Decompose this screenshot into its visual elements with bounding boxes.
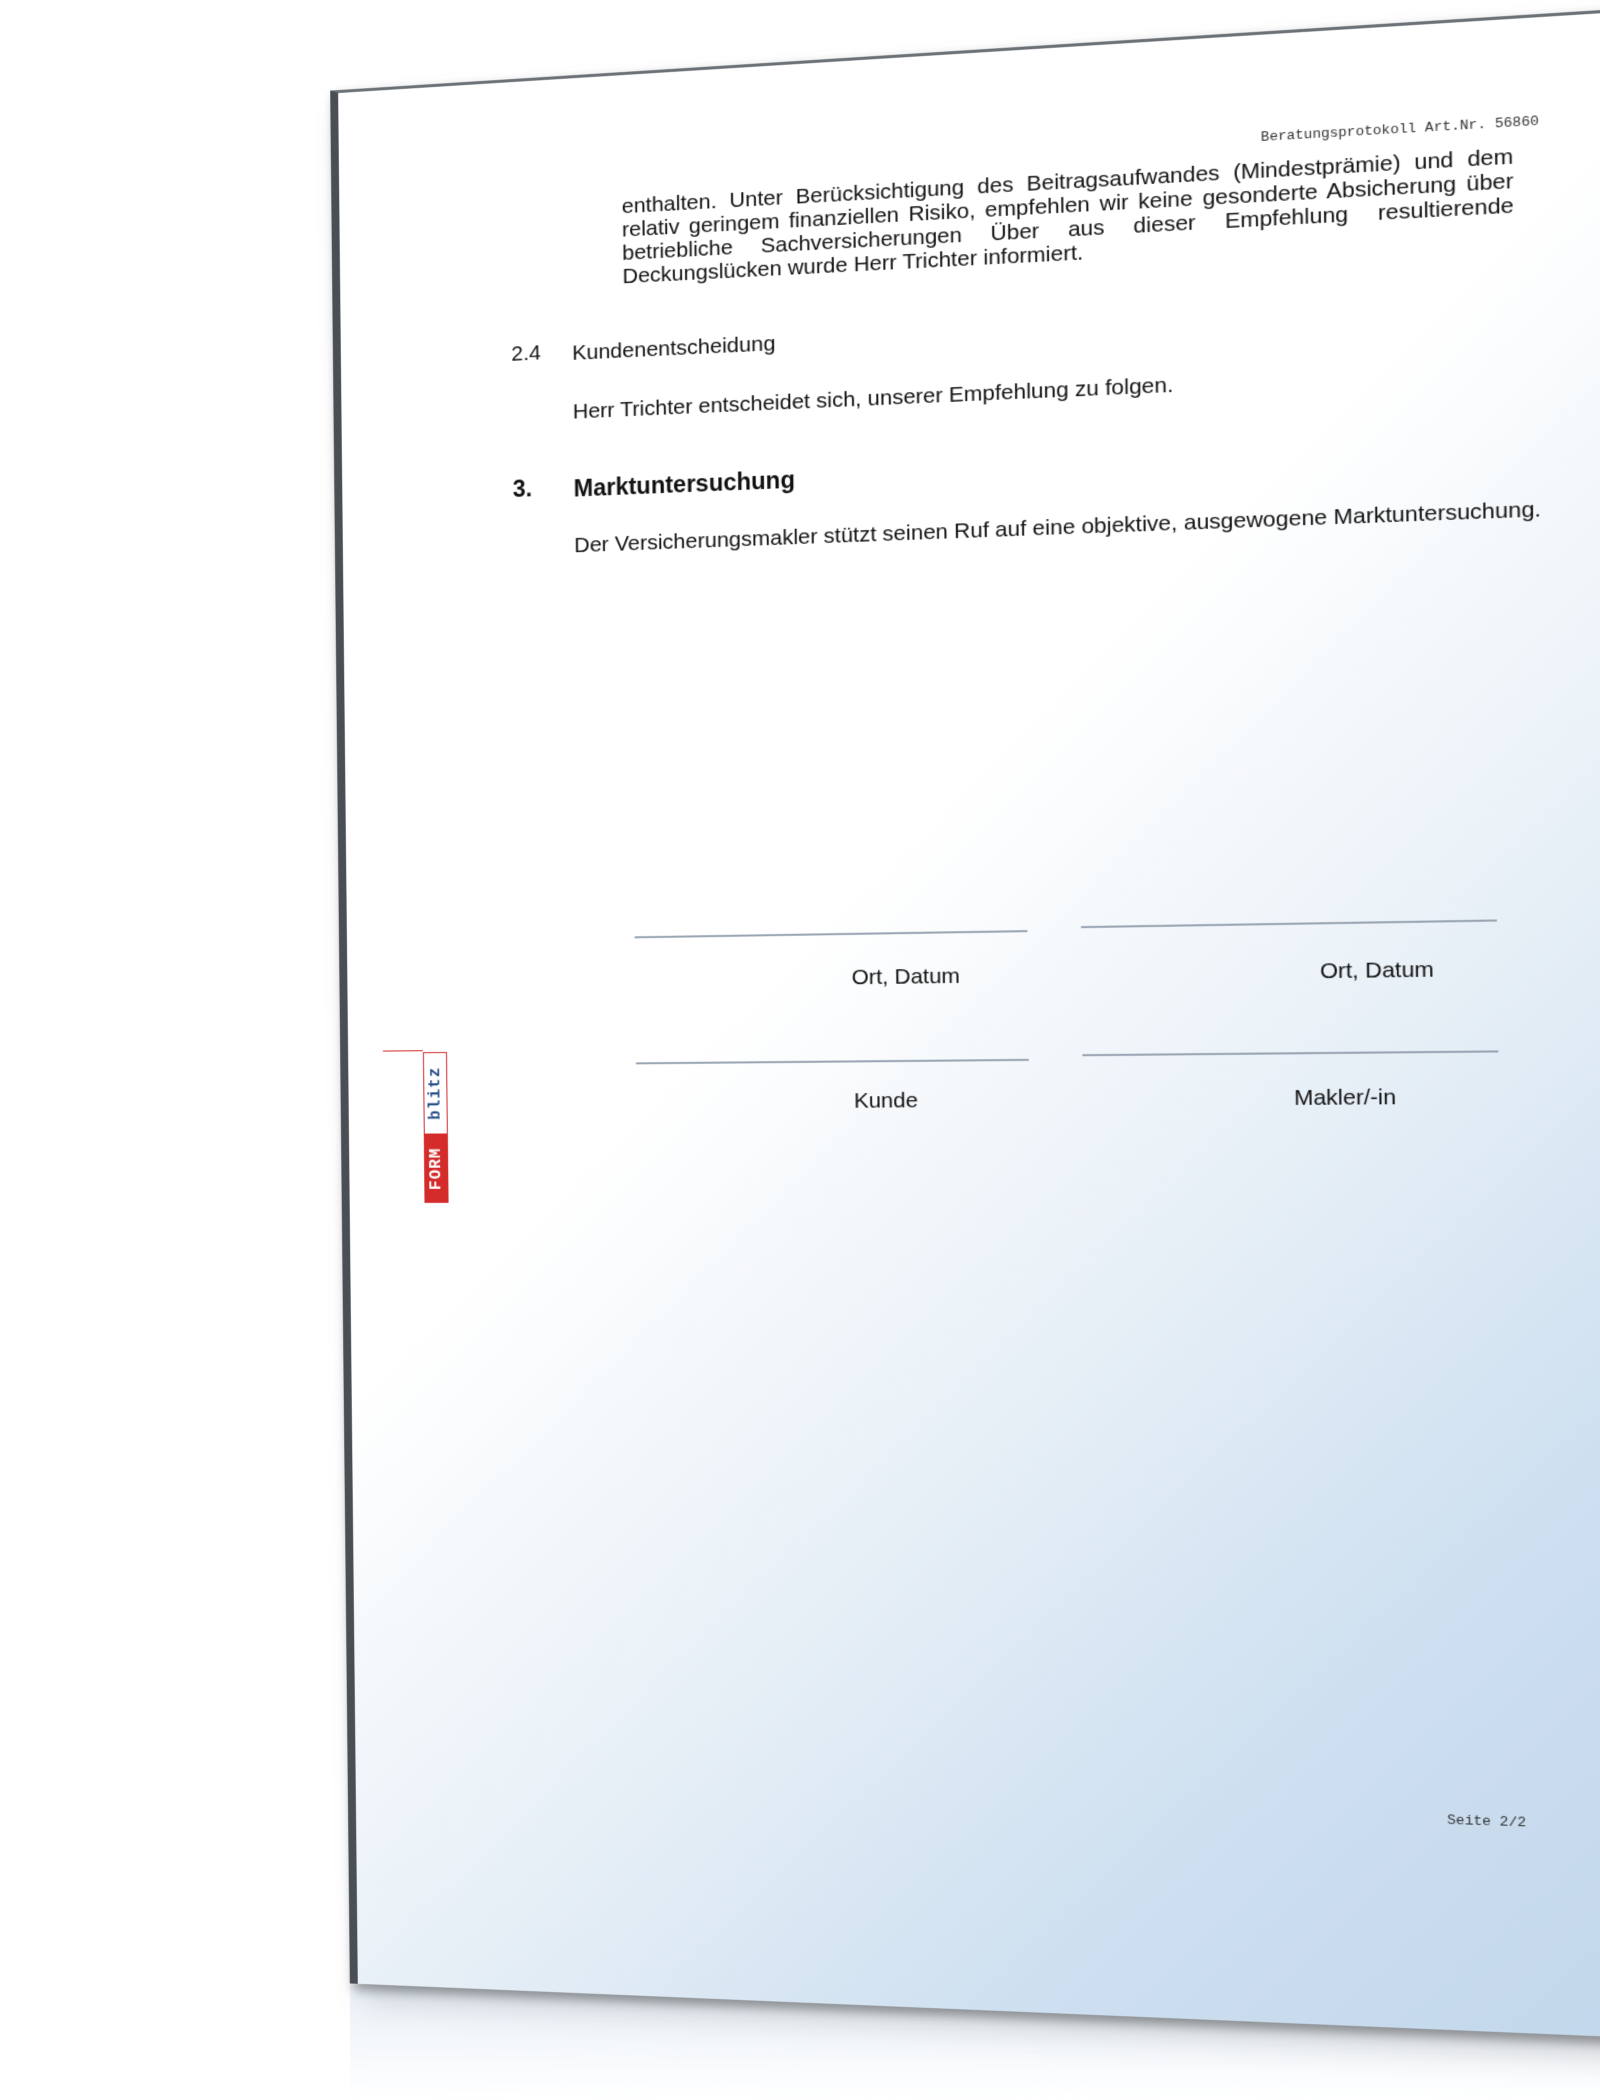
logo-form-part [424, 1134, 449, 1202]
section-2-4-body: Herr Trichter entscheidet sich, unserer Empfehlung zu folgen. [572, 373, 1174, 424]
intro-paragraph: enthalten. Unter Berücksichtigung des Beitragsaufwandes (Mindestprämie) und dem relativ geringem finanziellen Risiko, empfehlen wir keine gesonderte Absicherung über betriebliche Sachversicherungen Über aus dieser Empfehlung resultierende Deckungslücken wurde Herr Trichter informiert. [621, 144, 1514, 289]
section-3-body: Der Versicherungsmakler stützt seinen Ruf auf eine objektive, ausgewogene Marktuntersuchung. [574, 497, 1542, 558]
section-2-4-number: 2.4 [511, 341, 541, 366]
page-indicator: Seite 2/2 [1447, 1812, 1527, 1831]
left-place-date-label: Ort, Datum [851, 964, 961, 990]
signature-line-broker [1082, 1050, 1498, 1056]
logo-form-text: FORM [426, 1147, 446, 1191]
section-2-4-title: Kundenentscheidung [572, 331, 776, 365]
right-place-date-label: Ort, Datum [1319, 957, 1435, 984]
formblitz-logo [423, 1052, 449, 1203]
header-reference: Beratungsprotokoll Art.Nr. 56860 [1260, 113, 1539, 146]
logo-blitz-text: blitz [426, 1066, 445, 1121]
section-3-number: 3. [512, 475, 533, 503]
signature-line-right-place-date [1081, 919, 1497, 928]
broker-label: Makler/-in [1293, 1085, 1397, 1111]
logo-blitz-part [423, 1052, 448, 1135]
logo-accent-line [383, 1050, 423, 1051]
signature-line-left-place-date [635, 930, 1028, 938]
section-3-title: Marktuntersuchung [573, 466, 796, 502]
signature-line-customer [636, 1059, 1029, 1065]
document-page [330, 8, 1600, 2038]
customer-label: Kunde [853, 1088, 919, 1113]
